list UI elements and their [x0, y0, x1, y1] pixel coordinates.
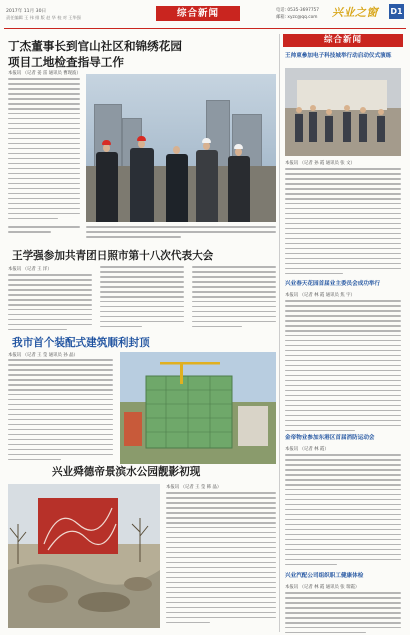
story3-headline: 我市首个装配式建筑顺利封顶 [12, 337, 150, 349]
side-story4-headline: 兴业汽配公司组织职工健康体检 [285, 573, 364, 579]
story1-body-text-2 [8, 226, 80, 236]
story4-byline: 本报讯 （记者 王 莹 韩 晶） [166, 485, 222, 490]
story1-body-text [8, 78, 80, 223]
story1-photo [86, 74, 276, 222]
main-column [8, 34, 276, 632]
story1-caption-text [86, 226, 276, 241]
side-column [283, 34, 403, 632]
building-photo-illustration [120, 352, 276, 464]
story3-byline: 本报讯 （记者 王 莹 通讯员 孙 晶） [8, 353, 78, 358]
side-story2-byline: 本报讯 （记者 林 霞 通讯员 焦 宇） [285, 293, 355, 298]
issue-date: 2017年 11月 30日 [6, 9, 47, 14]
side-story1-body [285, 168, 401, 278]
side-story2-body [285, 300, 401, 435]
side-story4-body [285, 592, 401, 637]
page-number: D1 [389, 4, 404, 19]
story1-byline: 本报讯 （记者 姜 雷 通讯员 曹现波） [8, 71, 81, 76]
park-photo-illustration [8, 484, 160, 628]
brand-logo: 兴业之窗 [332, 6, 378, 19]
story3-body [8, 359, 113, 464]
story3-photo [120, 352, 276, 464]
contact-info [276, 7, 319, 21]
side-section-banner: 综合新闻 [283, 34, 403, 47]
section-title: 综合新闻 [156, 6, 240, 21]
story1-headline-line1: 丁杰董事长到官山社区和锦绣花园 [8, 39, 182, 53]
side-story1-photo [285, 68, 401, 156]
story1-headline-line2: 项目工地检查指导工作 [8, 55, 124, 69]
masthead [4, 4, 406, 34]
side-story3-headline: 金帝物业参加东港区首届消防运动会 [285, 435, 375, 441]
story4-headline: 兴业舜德帝景滨水公园靓影初现 [52, 466, 201, 478]
side-story3-byline: 本报讯 （记者 林 霞） [285, 447, 329, 452]
story2-byline: 本报讯 （记者 王 洋） [8, 267, 52, 272]
story1-headline [8, 38, 276, 70]
drill-photo-illustration [285, 68, 401, 156]
story4-photo [8, 484, 160, 628]
side-story4-byline: 本报讯 （记者 林 霞 通讯员 张 瑞霞） [285, 585, 360, 590]
column-divider [279, 34, 280, 632]
contact-phone: 电话: 0535-3697757 [276, 8, 320, 13]
story4-body [166, 492, 276, 627]
masthead-rule [4, 28, 406, 29]
editor-credits: 责任编辑 王 伟 排 版 赵 华 校 对 王华强 [6, 15, 81, 20]
contact-email: 邮箱: xyzc@qq.com [276, 15, 318, 20]
story2-headline: 王学强参加共青团日照市第十八次代表大会 [12, 250, 214, 262]
side-story1-headline: 王帅東參加电子科技城举行动启动仪式演练 [285, 53, 392, 59]
side-story2-headline: 兴业春天花园首届业主委员会成功举行 [285, 281, 381, 287]
side-story1-byline: 本报讯 （记者 孙 霞 通讯员 张 文） [285, 161, 355, 166]
side-story3-body [285, 454, 401, 569]
